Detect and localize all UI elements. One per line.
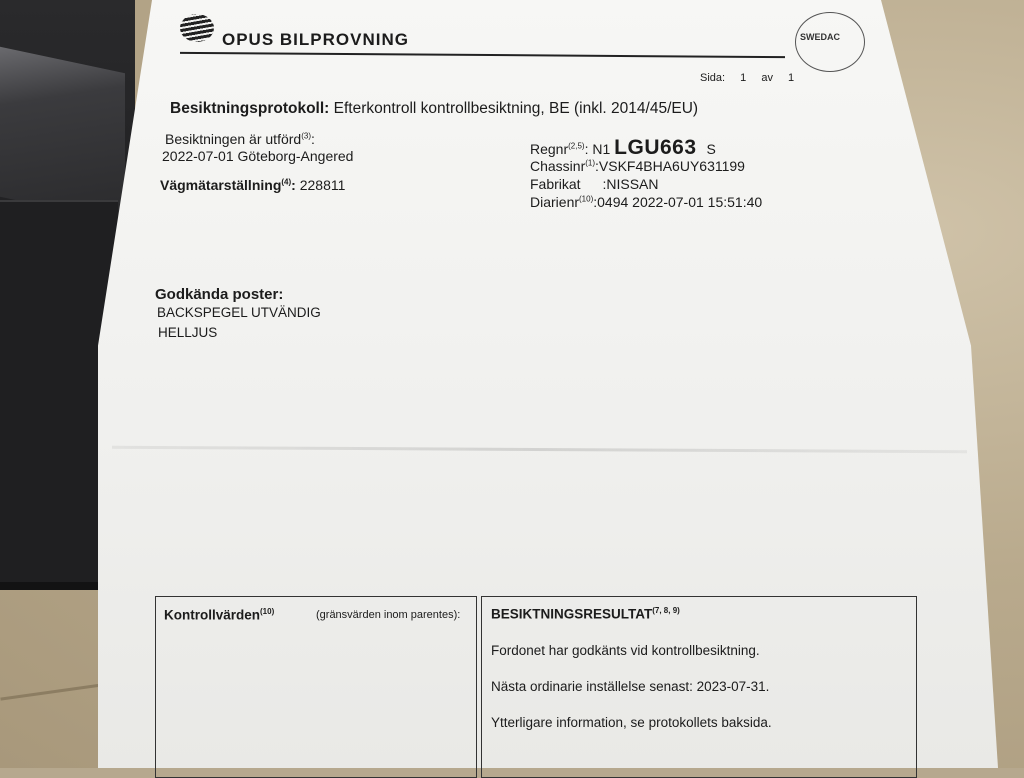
opus-logo-icon [180, 14, 214, 42]
odometer-row: Vägmätarställning$^{(4)}$: 228811 [160, 177, 346, 193]
chassis-row: Chassinr$^{(1)}$:VSKF4BHA6UY631199 [530, 158, 745, 174]
diary-value: 0494 2022-07-01 15:51:40 [597, 194, 763, 210]
chassis-footnote: (1) [585, 158, 596, 168]
regnr-label: Regnr [530, 141, 569, 157]
regnr-suffix: S [706, 141, 716, 157]
protocol-line [170, 100, 698, 118]
inspection-result-box [481, 596, 917, 778]
protocol-title: Besiktningsprotokoll: [170, 100, 330, 117]
result-footnote: (7, 8, 9) [652, 606, 680, 615]
diary-footnote: (10) [579, 194, 594, 204]
page-current: 1 [740, 72, 747, 84]
control-values-title: Kontrollvärden [164, 607, 261, 623]
performed-value: 2022-07-01 Göteborg-Angered [162, 148, 354, 164]
regnr-row: Regnr$^{(2,5)}$: N1 LGU663 S [530, 136, 716, 159]
accreditation-seal-icon [795, 12, 865, 72]
make-label: Fabrikat [530, 176, 581, 192]
make-row: Fabrikat :NISSAN [530, 176, 659, 192]
result-title-row [491, 606, 680, 622]
wallet-stripe [0, 47, 125, 224]
control-values-footnote: (10) [260, 607, 275, 616]
performed-label: Besiktningen är utförd [165, 131, 302, 147]
regnr-value: LGU663 [614, 136, 697, 159]
control-values-title-row [164, 607, 274, 623]
chassis-value: VSKF4BHA6UY631199 [598, 158, 745, 174]
page-total: 1 [788, 72, 795, 84]
approved-item: BACKSPEGEL UTVÄNDIG [157, 305, 321, 320]
approved-heading: Godkända poster: [155, 286, 284, 303]
regnr-prefix: N1 [592, 141, 611, 157]
diary-row: Diarienr$^{(10)}$:0494 2022-07-01 15:51:40 [530, 194, 763, 210]
chassis-label: Chassinr [530, 158, 586, 174]
performed-label-row: Besiktningen är utförd$^{(3)}$: [165, 131, 315, 147]
control-values-note: (gränsvärden inom parentes): [316, 609, 461, 621]
performed-footnote: (3) [301, 131, 311, 141]
protocol-description: Efterkontroll kontrollbesiktning, BE (inkl. 2014/45/EU) [333, 100, 699, 117]
odometer-footnote: (4) [281, 177, 292, 187]
make-value: NISSAN [606, 176, 659, 192]
result-line-approved: Fordonet har godkänts vid kontrollbesiktning. [491, 643, 760, 658]
odometer-label: Vägmätarställning [160, 177, 282, 193]
brand-name: OPUS BILPROVNING [222, 30, 409, 49]
result-title: BESIKTNINGSRESULTAT [491, 606, 653, 622]
result-line-more-info: Ytterligare information, se protokollets baksida. [491, 715, 772, 730]
page-indicator [700, 72, 806, 84]
result-line-next-inspection: Nästa ordinarie inställelse senast: 2023-07-31. [491, 679, 770, 694]
control-values-box [155, 596, 477, 778]
page-of: av [761, 72, 773, 84]
diary-label: Diarienr [530, 194, 580, 210]
odometer-value: 228811 [299, 177, 346, 193]
approved-item: HELLJUS [158, 325, 218, 340]
page-label: Sida: [700, 72, 726, 84]
seal-text: SWEDAC [800, 32, 840, 42]
regnr-footnote: (2,5) [568, 141, 585, 151]
